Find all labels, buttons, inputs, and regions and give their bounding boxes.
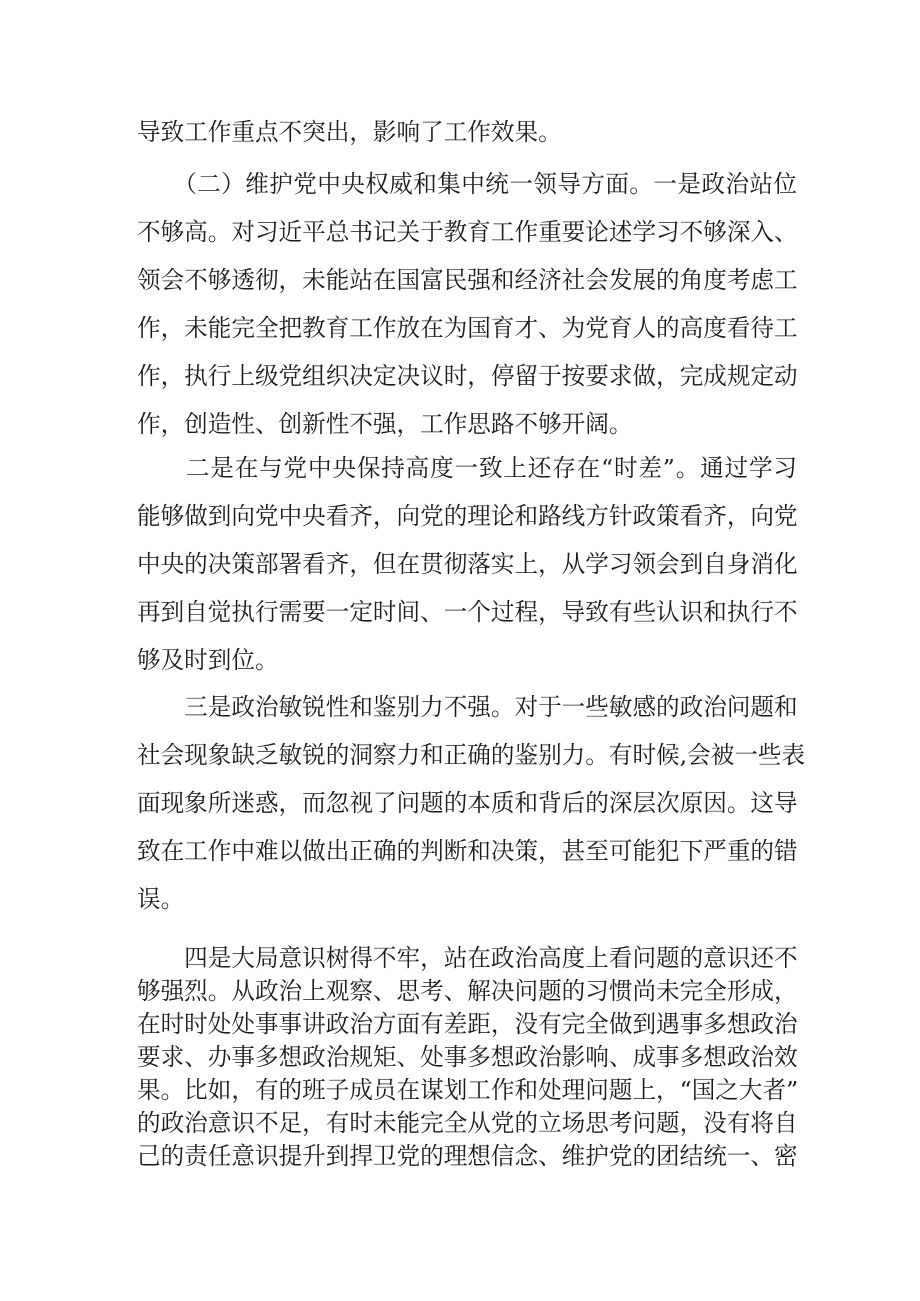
text-line: 二是在与党中央保持高度一致上还存在“时差”。通过学习 [137,454,797,482]
paragraph-point-three [137,683,806,923]
text-line: 的政治意识不足，有时未能完全从党的立场思考问题，没有将自 [137,1109,798,1137]
text-line: 导致工作重点不突出，影响了工作效果。 [137,118,562,146]
text-line: 作，执行上级党组织决定决议时，停留于按要求做，完成规定动 [137,362,798,390]
text-line: 中央的决策部署看齐，但在贯彻落实上，从学习领会到自身消化 [137,550,798,578]
paragraph-continuation [137,108,797,156]
text-line: 不够高。对习近平总书记关于教育工作重要论述学习不够深入、 [137,218,798,246]
text-line: 面现象所迷惑，而忽视了问题的本质和背后的深层次原因。这导 [137,789,798,817]
text-line: 作，创造性、创新性不强，工作思路不够开阔。 [137,410,633,438]
text-line: 够及时到位。 [137,646,279,674]
text-line: 社会现象缺乏敏锐的洞察力和正确的鉴别力。有时候,会被一些表 [137,741,806,769]
text-line: 己的责任意识提升到捍卫党的理想信念、维护党的团结统一、密 [137,1142,798,1170]
text-line: 再到自觉执行需要一定时间、一个过程，导致有些认识和执行不 [137,598,798,626]
paragraph-point-four [137,942,797,1173]
text-line: 作，未能完全把教育工作放在为国育才、为党育人的高度看待工 [137,314,798,342]
text-line: 要求、办事多想政治规矩、处事多想政治影响、成事多想政治效 [137,1043,798,1071]
paragraph-section-two [137,160,797,448]
text-line: 四是大局意识树得不牢，站在政治高度上看问题的意识还不 [137,944,798,972]
text-line: 能够做到向党中央看齐，向党的理论和路线方针政策看齐，向党 [137,502,798,530]
text-line: 在时时处处事事讲政治方面有差距，没有完全做到遇事多想政治 [137,1010,798,1038]
text-line: 果。比如，有的班子成员在谋划工作和处理问题上，“国之大者” [137,1076,799,1104]
text-line: 误。 [137,885,185,913]
text-line: 三是政治敏锐性和鉴别力不强。对于一些敏感的政治问题和 [137,693,798,721]
text-line: 致在工作中难以做出正确的判断和决策，甚至可能犯下严重的错 [137,837,798,865]
text-line: 够强烈。从政治上观察、思考、解决问题的习惯尚未完全形成， [137,977,798,1005]
text-line: 领会不够透彻，未能站在国富民强和经济社会发展的角度考虑工 [137,266,798,294]
text-line: （二）维护党中央权威和集中统一领导方面。一是政治站位 [137,170,797,198]
paragraph-point-two [137,444,797,684]
